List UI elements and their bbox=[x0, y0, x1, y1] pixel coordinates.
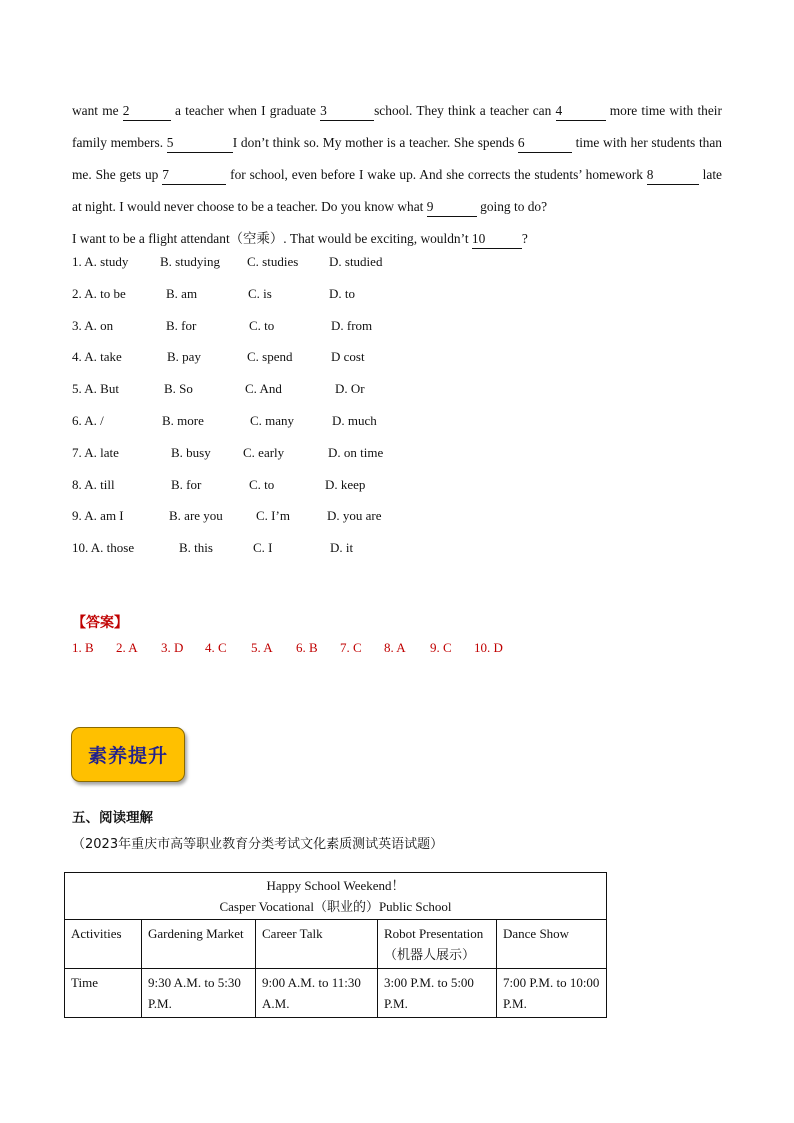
option-d: D. you are bbox=[327, 508, 382, 524]
blank-10: 10 bbox=[472, 230, 522, 249]
answer-item: 5. A bbox=[251, 640, 273, 655]
answer-item: 9. C bbox=[430, 640, 452, 655]
option-a: 9. A. am I bbox=[72, 508, 124, 524]
section-badge-label: 素养提升 bbox=[87, 745, 168, 767]
table-title bbox=[65, 873, 607, 920]
option-d: D cost bbox=[331, 349, 365, 365]
answer-item: 10. D bbox=[474, 640, 503, 655]
table-cell: Dance Show bbox=[497, 920, 607, 969]
option-d: D. to bbox=[329, 285, 355, 301]
events-table bbox=[64, 872, 607, 1018]
answer-item: 1. B bbox=[72, 640, 94, 655]
option-a: 3. A. on bbox=[72, 317, 114, 333]
option-d: D. it bbox=[330, 540, 354, 556]
blank-8: 8 bbox=[647, 166, 699, 185]
answer-item: 8. A bbox=[384, 640, 406, 655]
option-a: 1. A. study bbox=[72, 254, 129, 269]
option-a: 6. A. / bbox=[72, 412, 104, 428]
passage-text: more time with bbox=[609, 103, 694, 118]
option-d: D. Or bbox=[335, 381, 365, 397]
table-cell: Robot Presentation（机器人展示） bbox=[378, 920, 497, 969]
option-d: D. from bbox=[331, 317, 373, 333]
source-note: （2023年重庆市高等职业教育分类考试文化素质测试英语试题） bbox=[72, 837, 444, 852]
blank-6: 6 bbox=[518, 134, 572, 153]
answer-item: 3. D bbox=[161, 640, 184, 655]
option-c: C. early bbox=[243, 444, 285, 460]
passage-text: school. They think a teacher can bbox=[374, 103, 552, 118]
table-cell: 9:00 A.M. to 11:30 A.M. bbox=[256, 969, 378, 1018]
passage-text: I don’t think so. My mother is a teacher. She spends bbox=[232, 135, 515, 150]
option-c: C. is bbox=[248, 285, 272, 301]
section-title: 五、阅读理解 bbox=[72, 810, 153, 826]
option-d: D. much bbox=[332, 412, 377, 428]
answer-heading: 【答案】 bbox=[72, 615, 128, 631]
table-row bbox=[65, 920, 607, 969]
option-c: C. to bbox=[249, 476, 275, 492]
option-c: C. many bbox=[250, 412, 295, 428]
passage-text: I want to be a flight attendant（空乘）. That would be exciting, wouldn’t bbox=[72, 231, 469, 246]
option-a: 10. A. those bbox=[72, 540, 135, 556]
option-a: 8. A. till bbox=[72, 476, 115, 492]
passage-text: time with her bbox=[575, 135, 648, 150]
passage-text: homework bbox=[585, 167, 643, 182]
option-a: 4. A. take bbox=[72, 349, 122, 365]
option-b: B. am bbox=[166, 285, 198, 301]
option-b: B. for bbox=[171, 476, 202, 492]
table-subtitle-line: Casper Vocational（职业的）Public School bbox=[219, 899, 452, 914]
option-b: B. more bbox=[162, 412, 204, 428]
passage-text: students than me. She gets up bbox=[72, 135, 722, 182]
answer-item: 7. C bbox=[340, 640, 362, 655]
option-d: D. on time bbox=[328, 444, 384, 460]
passage-text: going to do? bbox=[480, 199, 548, 214]
blank-7: 7 bbox=[162, 166, 226, 185]
option-b: B. studying bbox=[160, 254, 220, 269]
option-c: C. And bbox=[245, 381, 282, 397]
option-b: B. pay bbox=[167, 349, 201, 365]
table-cell: Activities bbox=[65, 920, 142, 969]
option-c: C. I bbox=[253, 540, 273, 556]
table-cell: Gardening Market bbox=[142, 920, 256, 969]
option-d: D. studied bbox=[329, 254, 383, 269]
option-d: D. keep bbox=[325, 476, 366, 492]
option-c: C. to bbox=[249, 317, 275, 333]
option-b: B. So bbox=[164, 381, 193, 397]
table-cell: 9:30 A.M. to 5:30 P.M. bbox=[142, 969, 256, 1018]
answer-item: 6. B bbox=[296, 640, 318, 655]
option-a: 7. A. late bbox=[72, 444, 119, 460]
blank-2: 2 bbox=[123, 102, 171, 121]
option-b: B. busy bbox=[171, 444, 211, 460]
option-b: B. this bbox=[179, 540, 213, 556]
table-title-row bbox=[65, 873, 607, 920]
passage-text: late at night. I would never choose to be a teacher. Do you know what bbox=[72, 167, 722, 214]
passage-text: a teacher when I graduate bbox=[174, 103, 316, 118]
answer-item: 2. A bbox=[116, 640, 138, 655]
table-cell: 7:00 P.M. to 10:00 P.M. bbox=[497, 969, 607, 1018]
passage-text: ? bbox=[521, 231, 528, 246]
blank-5: 5 bbox=[167, 134, 233, 153]
option-c: C. spend bbox=[247, 349, 293, 365]
answer-item: 4. C bbox=[205, 640, 227, 655]
cloze-passage bbox=[72, 95, 722, 255]
option-a: 2. A. to be bbox=[72, 285, 126, 301]
passage-text: want me bbox=[72, 103, 119, 118]
option-c: C. studies bbox=[247, 254, 299, 269]
table-row bbox=[65, 969, 607, 1018]
table-title-line: Happy School Weekend！ bbox=[266, 878, 405, 893]
passage-text: for school, even before I wake up. And she corrects the students’ bbox=[230, 167, 582, 182]
table-cell: 3:00 P.M. to 5:00 P.M. bbox=[378, 969, 497, 1018]
option-c: C. I’m bbox=[256, 508, 290, 524]
section-badge bbox=[71, 727, 185, 782]
option-b: B. for bbox=[166, 317, 197, 333]
option-b: B. are you bbox=[169, 508, 223, 524]
table-cell: Career Talk bbox=[256, 920, 378, 969]
table-cell: Time bbox=[65, 969, 142, 1018]
blank-9: 9 bbox=[427, 198, 477, 217]
passage-text: their family members. bbox=[72, 103, 722, 150]
blank-3: 3 bbox=[320, 102, 374, 121]
blank-4: 4 bbox=[556, 102, 606, 121]
option-a: 5. A. But bbox=[72, 381, 119, 397]
